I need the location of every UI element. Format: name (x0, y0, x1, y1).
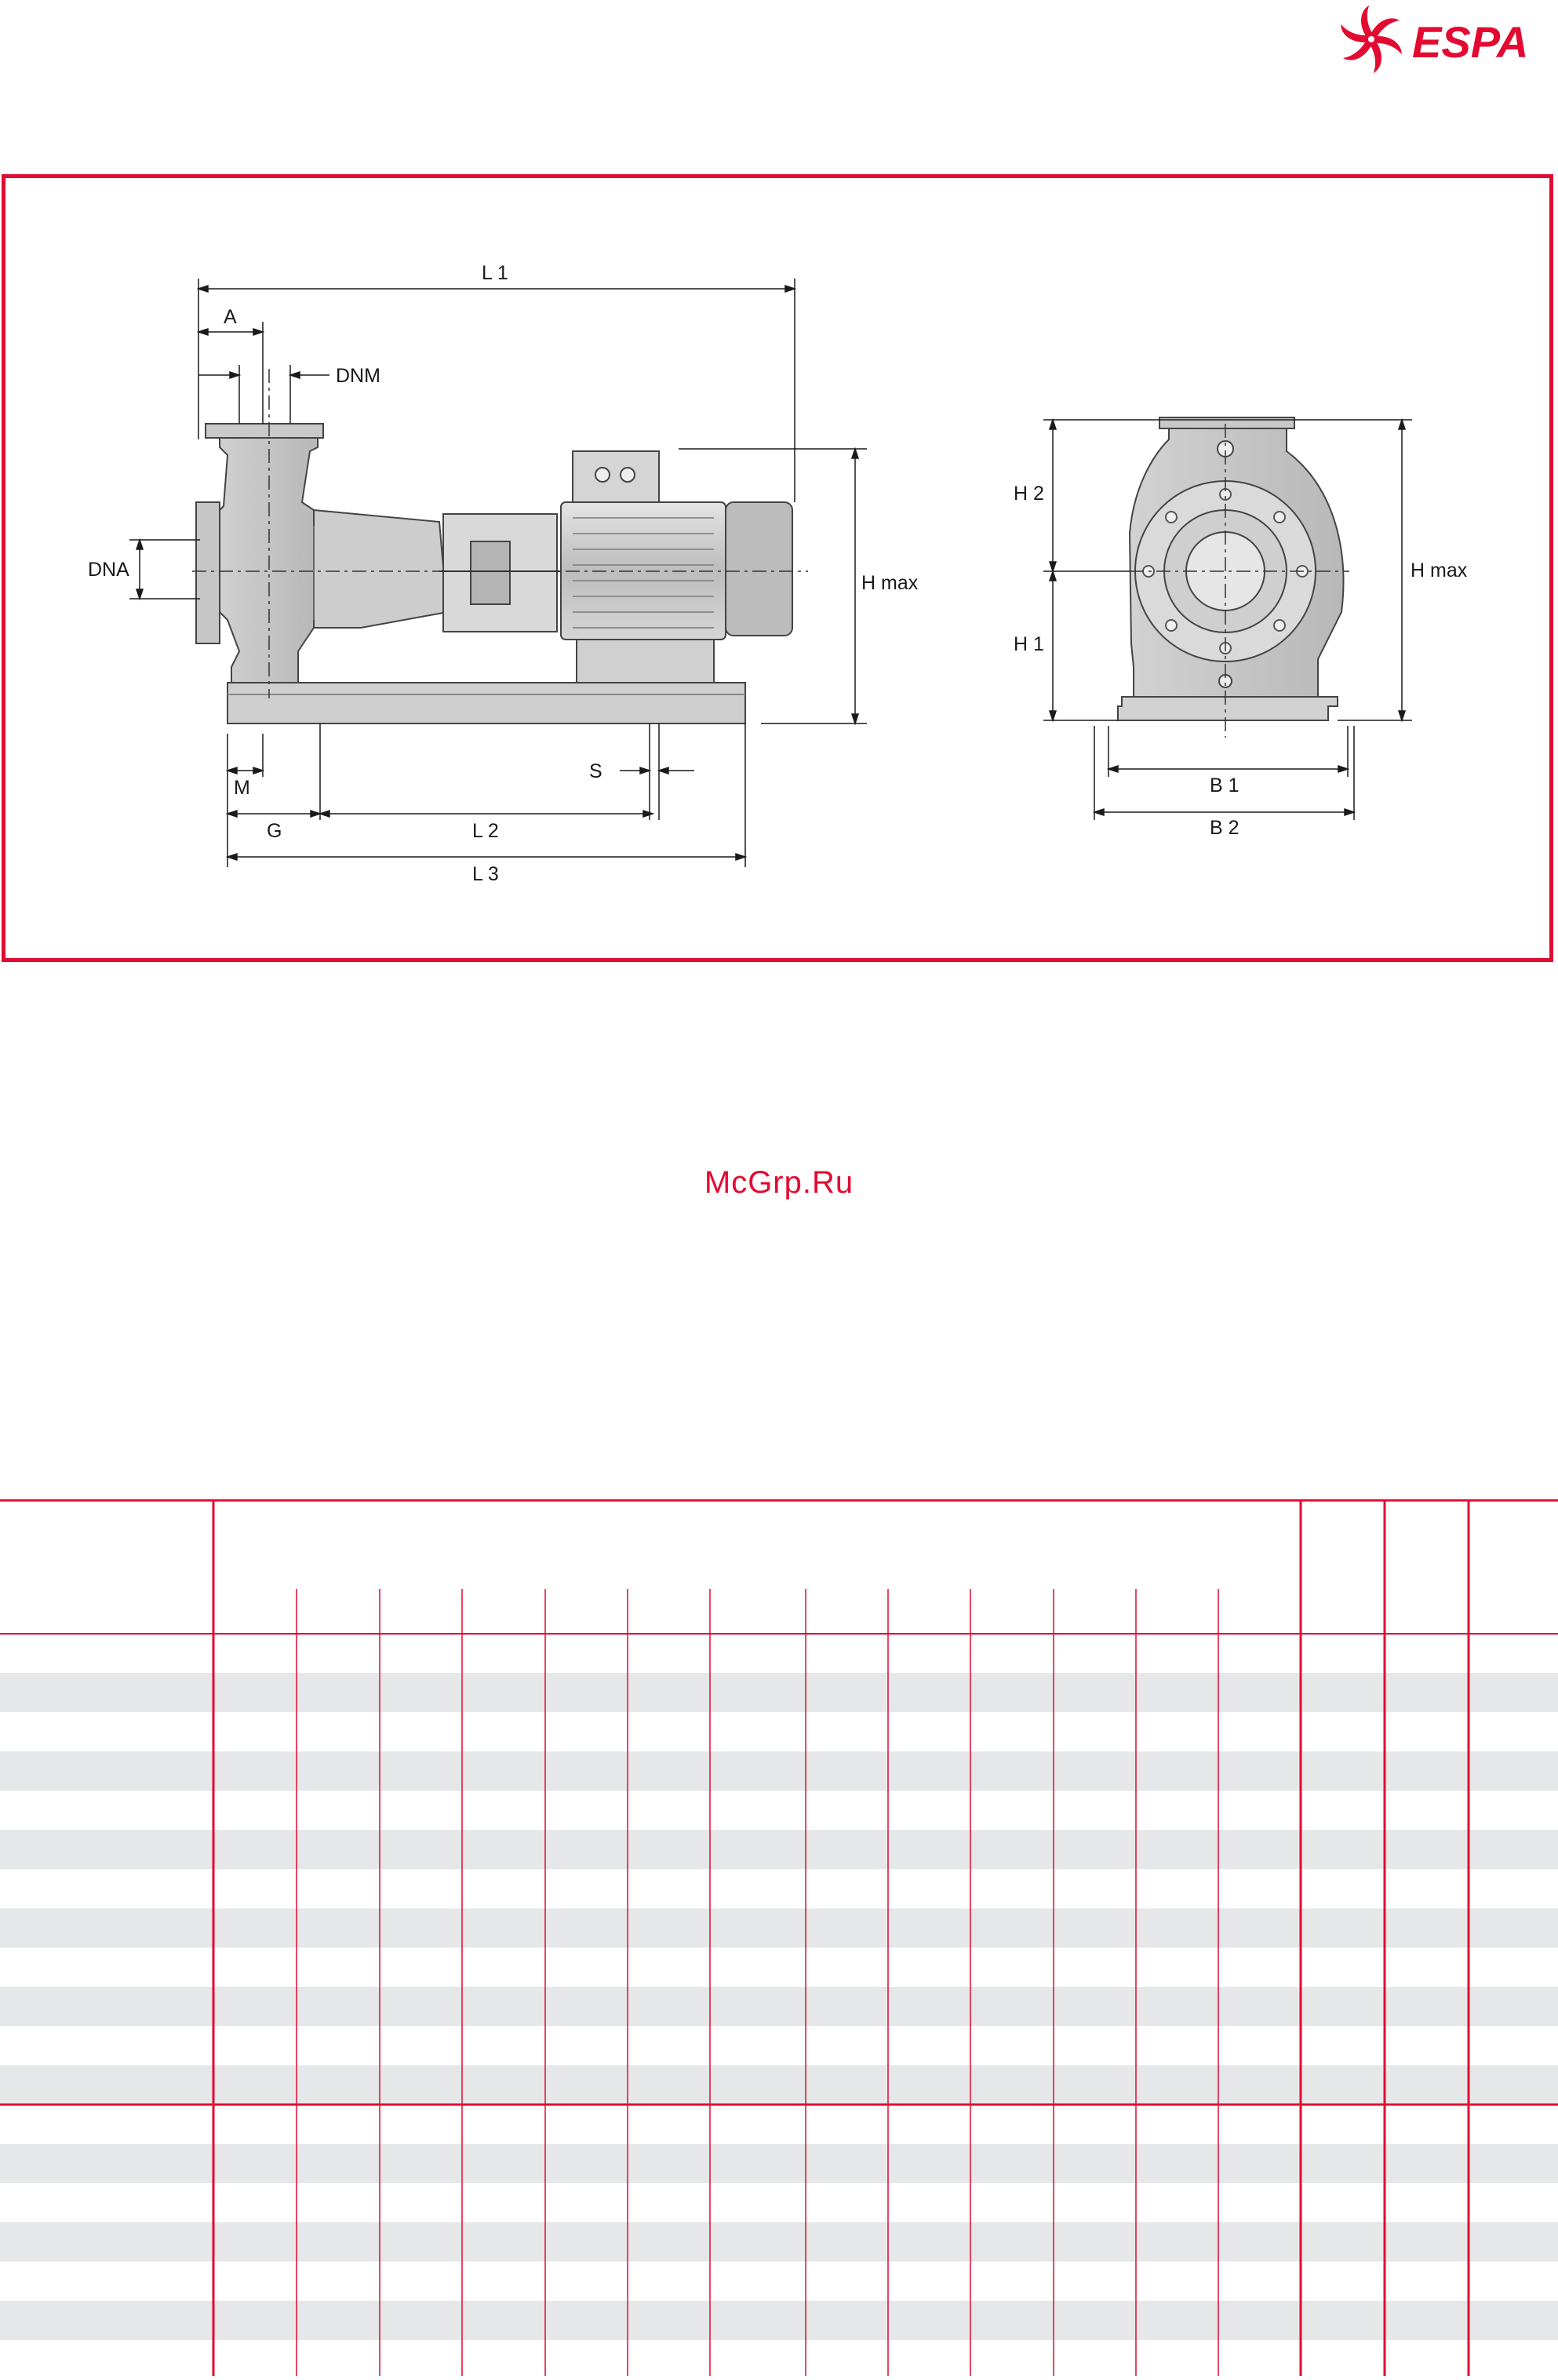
label-G: G (267, 820, 282, 842)
table-row-stripe (0, 1987, 1558, 2026)
table-row-stripe (0, 2301, 1558, 2340)
table-row-stripe (0, 1830, 1558, 1869)
table-row-stripe (0, 1908, 1558, 1948)
table-row-stripe (0, 2144, 1558, 2183)
label-S: S (589, 760, 602, 782)
watermark: McGrp.Ru (704, 1165, 854, 1200)
dimension-table (0, 1495, 1558, 2376)
suction-flange (196, 502, 220, 643)
table-row-stripe (0, 1673, 1558, 1712)
label-L2: L 2 (472, 820, 499, 842)
label-M: M (234, 777, 250, 799)
label-A: A (224, 306, 237, 328)
label-Hmax-front: H max (1411, 559, 1468, 581)
table-row-stripe (0, 1751, 1558, 1791)
coupling (471, 541, 510, 604)
label-L3: L 3 (472, 863, 499, 885)
label-H1: H 1 (1014, 633, 1044, 655)
bearing-bracket (314, 510, 447, 628)
table-row-stripe (0, 2065, 1558, 2105)
mounting-feet (1118, 697, 1338, 720)
side-view (192, 369, 808, 723)
front-view (1118, 417, 1349, 738)
table-row-stripe (0, 2222, 1558, 2262)
pump-dimension-drawing (0, 0, 1558, 965)
motor-pedestal (577, 640, 714, 683)
base-plate (228, 683, 745, 723)
label-B1: B 1 (1210, 775, 1239, 796)
label-B2: B 2 (1210, 817, 1239, 839)
label-DNA: DNA (88, 559, 129, 581)
label-Hmax-side: H max (861, 572, 919, 594)
espa-wordmark: ESPA (1412, 17, 1529, 67)
terminal-box (573, 451, 659, 502)
motor-fan-cover (726, 502, 792, 636)
label-H2: H 2 (1014, 483, 1044, 505)
pump-casing (212, 424, 318, 683)
label-L1: L 1 (482, 262, 508, 284)
label-DNM: DNM (336, 365, 380, 387)
